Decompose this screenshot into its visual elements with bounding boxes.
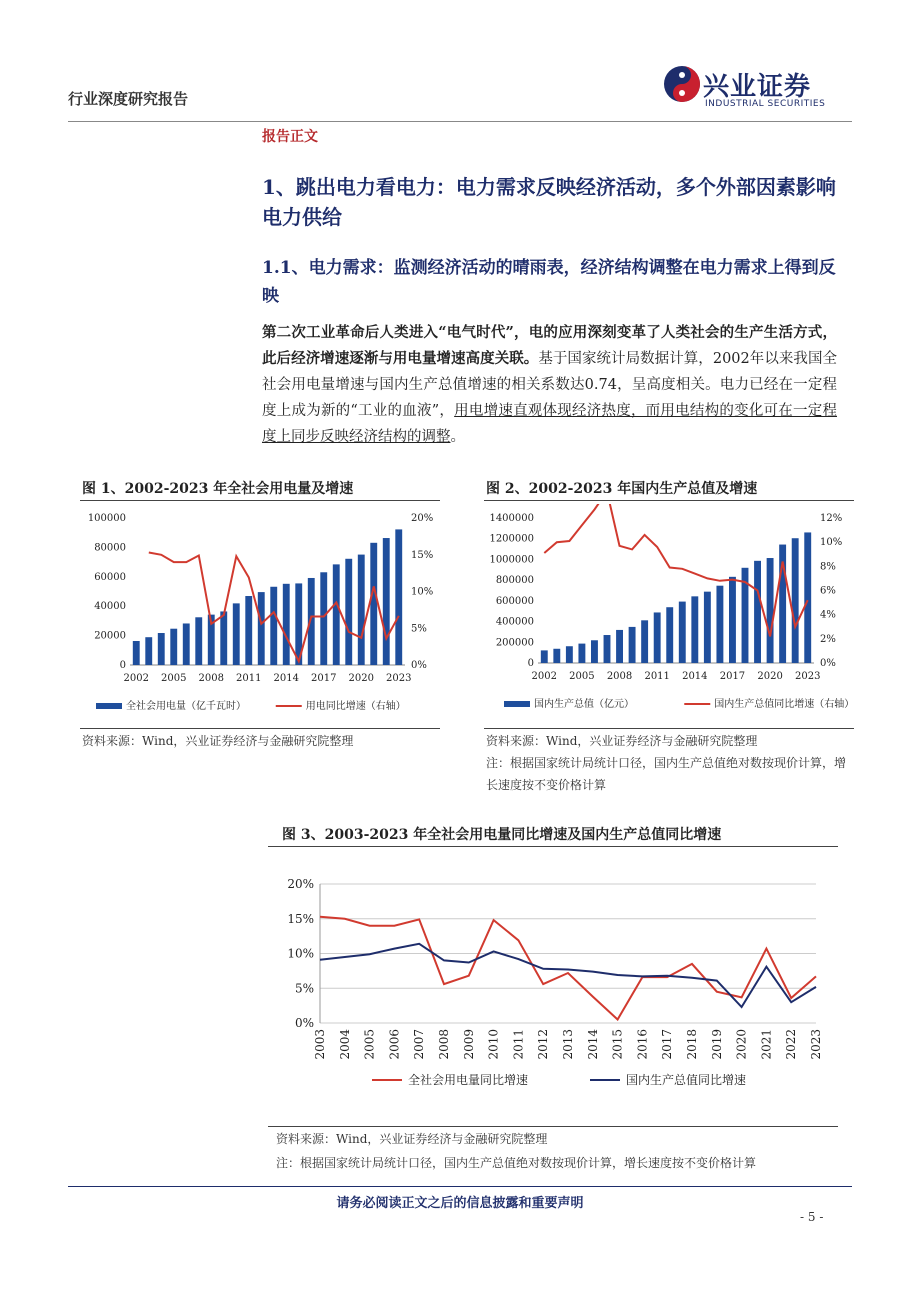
fig3-x-tick-label: 2020	[734, 1029, 749, 1060]
section-tag: 报告正文	[262, 129, 318, 145]
fig1-bar	[370, 543, 377, 665]
fig1-bar	[308, 578, 315, 665]
fig2-x-tick-label: 2020	[757, 671, 783, 682]
fig2-bar	[754, 561, 761, 663]
fig2-source: 资料来源：Wind，兴业证券经济与金融研究院整理	[486, 734, 758, 748]
fig2-x-tick-label: 2023	[795, 671, 821, 682]
fig1-bar	[283, 584, 290, 665]
fig1-y-tick-label: 60000	[94, 571, 126, 583]
fig1-y2-tick-label: 20%	[411, 513, 434, 524]
fig3-y-tick-label: 10%	[287, 946, 314, 961]
fig2-y2-tick-label: 10%	[820, 537, 843, 549]
body-paragraph	[262, 320, 837, 450]
logo-icon	[662, 64, 702, 104]
fig3-y-tick-label: 15%	[287, 911, 314, 926]
fig2-legend-line-label: 国内生产总值同比增速（右轴）	[714, 699, 854, 710]
fig2-y-tick-label: 200000	[495, 637, 534, 649]
fig2-y-tick-label: 800000	[495, 575, 534, 587]
fig2-note: 注：根据国家统计局统计口径，国内生产总值绝对数按现价计算，增长速度按不变价格计算	[486, 756, 847, 792]
fig1-bar	[220, 611, 227, 665]
fig3-source: 资料来源：Wind，兴业证券经济与金融研究院整理	[276, 1132, 548, 1146]
fig3-x-tick-label: 2014	[585, 1029, 600, 1060]
fig1-x-tick-label: 2011	[236, 673, 262, 684]
fig2-y-tick-label: 0	[527, 658, 534, 669]
fig3-x-tick-label: 2009	[461, 1029, 476, 1060]
fig1-bar	[233, 603, 240, 665]
fig1-x-tick-label: 2008	[198, 673, 224, 684]
fig3-x-tick-label: 2003	[313, 1029, 327, 1060]
fig3-note: 注：根据国家统计局统计口径，国内生产总值绝对数按现价计算，增长速度按不变价格计算	[276, 1156, 757, 1170]
fig2-bar	[591, 640, 598, 663]
fig1-y-tick-label: 100000	[87, 513, 126, 524]
fig1-bar	[145, 637, 152, 665]
fig2-bar	[541, 650, 548, 663]
fig3-bottom-rule	[268, 1126, 838, 1127]
fig3-x-tick-label: 2017	[660, 1029, 675, 1060]
fig2-title: 图 2、2002-2023 年国内生产总值及增速	[486, 481, 758, 497]
fig2-bar	[666, 607, 673, 663]
fig3-x-tick-label: 2011	[511, 1029, 526, 1060]
fig2-x-tick-label: 2014	[682, 671, 708, 682]
fig3-title: 图 3、2003-2023 年全社会用电量同比增速及国内生产总值同比增速	[282, 827, 722, 843]
fig2-x-tick-label: 2002	[531, 671, 557, 682]
fig1-y2-tick-label: 10%	[411, 586, 434, 598]
fig1-y2-tick-label: 15%	[411, 549, 434, 561]
fig1-bar	[245, 596, 252, 665]
fig2-bar	[679, 602, 686, 663]
fig1-bar	[320, 572, 327, 665]
fig3-x-tick-label: 2013	[561, 1029, 575, 1060]
para-end: 。	[450, 429, 465, 445]
fig1-bar	[395, 529, 402, 665]
fig3-x-tick-label: 2023	[809, 1029, 823, 1060]
fig1-x-tick-label: 2014	[273, 673, 299, 684]
fig2-x-tick-label: 2011	[644, 671, 670, 682]
fig1-legend-line-label: 用电同比增速（右轴）	[305, 701, 406, 712]
fig3-x-tick-label: 2022	[784, 1029, 799, 1060]
fig1-bar	[333, 564, 340, 665]
para-underline: 用电增速直观体现经济热度，而用电结构的变化可在一定程度上同步反映经济结构的调整	[262, 403, 838, 445]
fig1-bar	[158, 633, 165, 665]
fig1-bar	[258, 592, 265, 665]
footer-rule	[68, 1186, 852, 1187]
fig1-bar	[270, 587, 277, 665]
fig1-legend-bar-label: 全社会用电量（亿千瓦时）	[126, 701, 246, 712]
heading-1: 1、跳出电力看电力：电力需求反映经济活动，多个外部因素影响电力供给	[262, 175, 836, 229]
fig2-x-tick-label: 2008	[606, 671, 633, 682]
fig1-bar	[195, 617, 202, 665]
fig2-x-tick-label: 2005	[569, 671, 595, 682]
fig2-y-tick-label: 1200000	[489, 533, 534, 545]
fig2-bar	[616, 630, 623, 663]
footer-disclaimer: 请务必阅读正文之后的信息披露和重要声明	[336, 1196, 584, 1211]
fig1-x-tick-label: 2002	[123, 673, 149, 684]
fig2-y2-tick-label: 6%	[820, 585, 836, 597]
fig1-chart	[80, 504, 445, 726]
fig1-x-tick-label: 2017	[311, 673, 337, 684]
fig1-bottom-rule	[80, 728, 440, 729]
fig3-x-tick-label: 2008	[437, 1029, 451, 1060]
fig2-y2-tick-label: 0%	[820, 658, 836, 669]
fig2-y2-tick-label: 2%	[820, 633, 836, 645]
fig3-x-tick-label: 2015	[610, 1029, 625, 1060]
fig3-chart	[268, 850, 838, 1122]
header-rule	[68, 121, 852, 122]
fig1-y-tick-label: 20000	[94, 630, 126, 642]
fig1-y2-tick-label: 0%	[411, 660, 427, 671]
fig1-x-tick-label: 2023	[386, 673, 412, 684]
fig3-legend-label-1: 全社会用电量同比增速	[408, 1073, 529, 1087]
fig3-x-tick-label: 2016	[635, 1029, 650, 1060]
fig3-legend-label-2: 国内生产总值同比增速	[626, 1073, 747, 1087]
fig2-y2-tick-label: 4%	[820, 609, 836, 621]
fig2-bar	[553, 649, 560, 663]
fig2-y2-tick-label: 12%	[820, 513, 843, 524]
fig1-y2-tick-label: 5%	[411, 623, 427, 635]
fig2-y-tick-label: 1400000	[489, 513, 534, 524]
heading-2: 1.1、电力需求：监测经济活动的晴雨表，经济结构调整在电力需求上得到反映	[262, 258, 836, 306]
fig2-bar	[578, 644, 585, 663]
fig2-y-tick-label: 400000	[495, 616, 534, 628]
fig1-bar	[358, 555, 365, 665]
fig2-bottom-rule	[484, 728, 854, 729]
fig2-bar	[729, 577, 736, 663]
fig2-bar	[716, 586, 723, 663]
fig1-bar	[133, 641, 140, 665]
fig1-x-tick-label: 2020	[348, 673, 374, 684]
logo-cn: 兴业证券	[703, 72, 812, 102]
fig2-legend-bar-label: 国内生产总值（亿元）	[534, 699, 634, 710]
fig1-x-tick-label: 2005	[161, 673, 187, 684]
fig2-y-tick-label: 600000	[495, 595, 534, 607]
fig2-bar	[804, 532, 811, 663]
fig1-bar	[345, 559, 352, 665]
fig3-y-tick-label: 0%	[294, 1016, 314, 1030]
fig3-x-tick-label: 2012	[536, 1029, 551, 1060]
fig1-y-tick-label: 40000	[94, 601, 126, 613]
fig2-chart	[484, 504, 854, 726]
fig3-x-tick-label: 2004	[337, 1029, 352, 1060]
fig2-bar	[641, 620, 648, 663]
para-normal: 基于国家统计局数据计算，2002年以来我国全社会用电量增速与国内生产总值增速的相关系数达0.74，呈高度相关。电力已经在一定程度上成为新的“工业的血液”，	[262, 351, 838, 419]
fig3-x-tick-label: 2019	[709, 1029, 724, 1060]
fig2-title-rule	[484, 500, 854, 501]
fig2-x-tick-label: 2017	[719, 671, 746, 682]
fig3-title-rule	[268, 846, 838, 847]
para-bold: 第二次工业革命后人类进入“电气时代”，电的应用深刻变革了人类社会的生产生活方式，此后经济增速逐渐与用电量增速高度关联。	[262, 324, 837, 367]
fig3-x-tick-label: 2005	[362, 1029, 377, 1060]
fig3-x-tick-label: 2021	[759, 1029, 774, 1060]
fig2-bar	[767, 558, 774, 663]
fig2-bar	[566, 646, 573, 663]
page-number: - 5 -	[800, 1210, 824, 1224]
fig1-bar	[383, 538, 390, 665]
report-type: 行业深度研究报告	[68, 90, 189, 108]
fig2-legend-bar-swatch	[504, 701, 530, 707]
fig1-title: 图 1、2002-2023 年全社会用电量及增速	[82, 481, 354, 497]
fig2-y2-tick-label: 8%	[820, 561, 836, 573]
fig2-bar	[654, 612, 661, 663]
fig3-x-tick-label: 2010	[486, 1029, 501, 1060]
fig3-x-tick-label: 2018	[685, 1029, 699, 1060]
fig2-y-tick-label: 1000000	[489, 554, 534, 566]
fig3-series-line-1	[320, 917, 816, 1020]
fig3-y-tick-label: 20%	[287, 877, 314, 891]
fig1-y-tick-label: 80000	[94, 542, 126, 554]
fig2-bar	[604, 635, 611, 663]
fig2-bar	[704, 592, 711, 663]
fig1-y-tick-label: 0	[119, 660, 126, 671]
fig3-x-tick-label: 2007	[412, 1029, 427, 1060]
fig1-bar	[183, 623, 190, 665]
fig1-legend-bar-swatch	[96, 703, 122, 709]
fig2-bar	[691, 596, 698, 663]
fig1-title-rule	[80, 500, 440, 501]
fig3-x-tick-label: 2006	[387, 1029, 402, 1060]
fig1-bar	[170, 629, 177, 665]
fig3-y-tick-label: 5%	[294, 981, 314, 996]
fig1-source: 资料来源：Wind，兴业证券经济与金融研究院整理	[82, 734, 354, 748]
logo-en: INDUSTRIAL SECURITIES	[705, 99, 826, 109]
fig2-bar	[629, 627, 636, 663]
fig2-bar	[792, 538, 799, 663]
